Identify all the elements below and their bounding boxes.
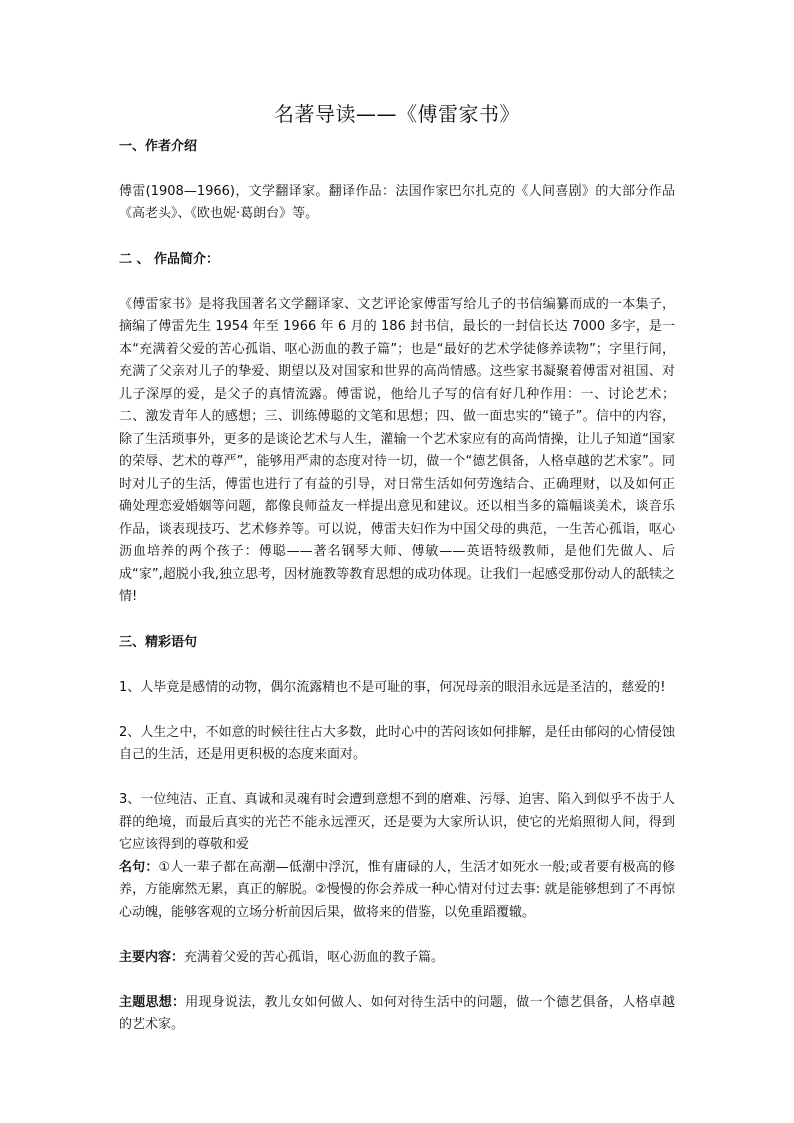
famous-quotes-text: ①人一辈子都在高潮—低潮中浮沉，惟有庸碌的人，生活才如死水一般;或者要有极高的修养，方能廓然无累，真正的解脱。②慢慢的你会养成一种心情对付过去事: 就是能够想到了不再惊心动魄，能够客观的立场分析前因后果，做将来的借鉴，以免重蹈覆辙。: [119, 859, 675, 920]
theme-text: 用现身说法，教儿女如何做人、如何对待生活中的问题，做一个德艺俱备，人格卓越的艺术家。: [119, 994, 675, 1032]
intro-paragraph: 《傅雷家书》是将我国著名文学翻译家、文艺评论家傅雷写给儿子的书信编纂而成的一本集子，摘编了傅雷先生 1954 年至 1966 年 6 月的 186 封书信，最长的一封信长达 7000 多字，是一本“充满着父爱的苦心孤诣、呕心沥血的教子篇”；也是“最好的艺术学徒修养读物”；字里行间，充满了父亲对儿子的挚爱、期望以及对国家和世界的高尚情感。这些家书凝聚着傅雷对祖国、对儿子深厚的爱，是父子的真情流露。傅雷说，他给儿子写的信有好几种作用：一、讨论艺术；二、激发青年人的感想；三、训练傅聪的文笔和思想；四、做一面忠实的“镜子”。信中的内容，除了生活琐事外，更多的是谈论艺术与人生，灌输一个艺术家应有的高尚情操，让儿子知道“国家的荣辱、艺术的尊严”，能够用严肃的态度对待一切，做一个“德艺俱备，人格卓越的艺术家”。同时对儿子的生活，傅雷也进行了有益的引导，对日常生活如何劳逸结合、正确理财，以及如何正确处理恋爱婚姻等问题，都像良师益友一样提出意见和建议。还以相当多的篇幅谈美术，谈音乐作品，谈表现技巧、艺术修养等。可以说，傅雷夫妇作为中国父母的典范，一生苦心孤诣，呕心沥血培养的两个孩子：傅聪——著名钢琴大师、傅敏——英语特级教师，是他们先做人、后成“家”,超脱小我,独立思考，因材施教等教育思想的成功体现。让我们一起感受那份动人的舐犊之情!: [119, 296, 675, 604]
quote-item: 1、人毕竟是感情的动物，偶尔流露精也不是可耻的事，何况母亲的眼泪永远是圣洁的，慈爱的!: [119, 679, 666, 695]
spacer: [119, 767, 675, 790]
theme-label: 主题思想：: [119, 994, 186, 1010]
document-page: [119, 97, 675, 1037]
quote-item: 3、一位纯洁、正直、真诚和灵魂有时会遭到意想不到的磨难、污辱、迫害、陷入到似乎不齿于人群的绝境，而最后真实的光芒不能永远湮灭，还是要为大家所认识，使它的光焰照彻人间，得到它应该得到的尊敬和爱: [119, 792, 675, 852]
section-heading-quotes: 三、精彩语句: [119, 635, 198, 650]
famous-quotes-label: 名句：: [119, 859, 159, 875]
spacer: [119, 654, 675, 677]
famous-quotes-paragraph: [119, 857, 675, 925]
section-heading-intro: 二 、 作品简介：: [119, 252, 220, 267]
spacer: [119, 158, 675, 181]
theme-paragraph: [119, 992, 675, 1037]
spacer: [119, 226, 675, 249]
spacer: [119, 969, 675, 992]
quote-item: 2、人生之中，不如意的时候往往占大多数，此时心中的苦闷该如何排解，是任由郁闷的心情侵蚀自己的生活，还是用更积极的态度来面对。: [119, 724, 675, 762]
author-paragraph: 傅雷(1908—1966)，文学翻译家。翻译作品：法国作家巴尔扎克的《人间喜剧》的大部分作品《高老头》、《欧也妮·葛朗台》等。: [119, 183, 675, 221]
main-content-label: 主要内容：: [119, 949, 185, 965]
section-heading-author: 一、作者介绍: [119, 139, 198, 154]
spacer: [119, 609, 675, 632]
main-content-text: 充满着父爱的苦心孤诣，呕心沥血的教子篇。: [184, 949, 445, 965]
page-title: 名著导读——《傅雷家书》: [274, 102, 520, 126]
main-content-paragraph: [119, 947, 675, 970]
spacer: [119, 699, 675, 722]
spacer: [119, 924, 675, 947]
spacer: [119, 271, 675, 294]
